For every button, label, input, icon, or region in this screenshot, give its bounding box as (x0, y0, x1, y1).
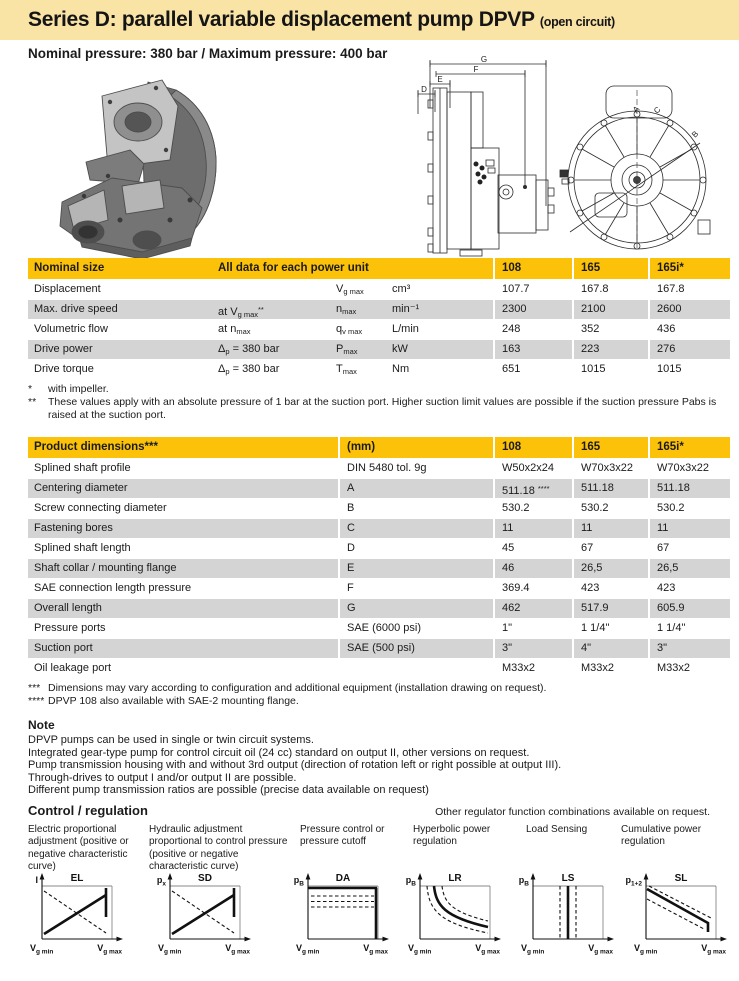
dim-label-B: B (690, 129, 701, 140)
table-cell: $\Delta_p = 380$ bar (212, 340, 330, 359)
table-cell: 107.7 (493, 280, 572, 299)
table-cell: $T_{max}$ (330, 360, 386, 379)
chart-x-max-label: $V_{g max}$ (225, 943, 250, 956)
product-dimensions-table (28, 437, 730, 678)
table-cell: $P_{max}$ (330, 340, 386, 359)
table-cell: 26,5 (648, 559, 730, 578)
table-cell: 276 (648, 340, 730, 359)
table-cell: 352 (572, 320, 648, 339)
control-item-description: Load Sensing (526, 824, 588, 835)
table-cell: W70x3x22 (572, 459, 648, 478)
footnote-marker: **** (28, 695, 45, 707)
table-cell (338, 659, 493, 678)
table-cell: 67 (648, 539, 730, 558)
dim-label-A: A (631, 104, 642, 115)
table-cell: 167.8 (648, 280, 730, 299)
table-cell: 11 (648, 519, 730, 538)
table-cell: Pressure ports (28, 619, 338, 638)
table-cell: B (338, 499, 493, 518)
table-cell: Splined shaft profile (28, 459, 338, 478)
table-cell: E (338, 559, 493, 578)
table-header-subtitle: All data for each power unit (212, 258, 493, 279)
table-cell: $n_{max}$ (330, 300, 386, 319)
footnote-marker: *** (28, 682, 41, 694)
table-cell: M33x2 (493, 659, 572, 678)
chart-x-max-label: $V_{g max}$ (363, 943, 388, 956)
table-cell: 167.8 (572, 280, 648, 299)
table-header-size: 165i* (648, 258, 730, 279)
dim-label-C: C (652, 104, 663, 116)
table-cell: 2100 (572, 300, 648, 319)
footnote (28, 383, 730, 396)
page-title-suffix: (open circuit) (539, 15, 615, 29)
table-cell: SAE (500 psi) (338, 639, 493, 658)
table-cell: 511.18 **** (493, 479, 572, 498)
table-cell: 45 (493, 539, 572, 558)
chart-y-axis-label: $p_{1+2}$ (625, 875, 642, 888)
chart-x-max-label: $V_{g max}$ (701, 943, 726, 956)
suction-bore-1-inner (78, 225, 98, 239)
table-cell: 26,5 (572, 559, 648, 578)
chart-x-min-label: $V_{g min}$ (634, 943, 658, 956)
table-cell: 248 (493, 320, 572, 339)
table-header-title: Product dimensions*** (28, 437, 338, 458)
pressure-line: Nominal pressure: 380 bar / Maximum pressure: 400 bar (28, 46, 388, 61)
note-line: Pump transmission housing with and without 3rd output (direction of rotation left or right possible at output III). (28, 759, 562, 772)
chart-code-label: LR (448, 873, 462, 884)
table-cell: 46 (493, 559, 572, 578)
table-cell: Drive torque (28, 360, 212, 379)
dim-label-G: G (480, 56, 488, 64)
table-cell: cm³ (386, 280, 493, 299)
footnote-text: DPVP 108 also available with SAE-2 mounting flange. (48, 695, 299, 707)
chart-x-min-label: $V_{g min}$ (296, 943, 320, 956)
control-item-description: Hydraulic adjustment proportional to control pressure (positive or negative characteristic curve) (149, 824, 288, 872)
table-cell: 436 (648, 320, 730, 339)
dim-label-F: F (473, 65, 479, 74)
chart-code-label: LS (561, 873, 575, 884)
table-cell: Drive power (28, 340, 212, 359)
table-cell: W70x3x22 (648, 459, 730, 478)
table-cell: 1015 (572, 360, 648, 379)
table-cell: F (338, 579, 493, 598)
table-cell: $V_{g max}$ (330, 280, 386, 299)
table-cell: 423 (648, 579, 730, 598)
table-header-size: 165 (572, 437, 648, 458)
note-line: Different pump transmission ratios are possible (precise data available on request) (28, 784, 429, 797)
note-section (28, 718, 730, 797)
table-cell: 163 (493, 340, 572, 359)
note-line: Through-drives to output I and/or output II are possible. (28, 771, 297, 784)
chart-code-label: SD (198, 873, 212, 884)
control-chart-sl (620, 870, 739, 964)
table-cell: W50x2x24 (493, 459, 572, 478)
table-cell: Overall length (28, 599, 338, 618)
footnote-marker: ** (28, 396, 37, 408)
table-cell: 511.18 (572, 479, 648, 498)
pump-side-view-drawing (412, 56, 557, 258)
table-cell: 1" (493, 619, 572, 638)
note-line: Integrated gear-type pump for control circuit oil (24 cc) standard on output II, other versions on request. (28, 746, 530, 759)
control-item-description: Cumulative power regulation (621, 824, 702, 848)
table-cell: Nm (386, 360, 493, 379)
chart-x-min-label: $V_{g min}$ (408, 943, 432, 956)
table-cell: 3" (493, 639, 572, 658)
nominal-size-table (28, 258, 730, 379)
chart-x-min-label: $V_{g min}$ (158, 943, 182, 956)
table-cell: 1 1/4" (572, 619, 648, 638)
table-header-size: 108 (493, 437, 572, 458)
table-header-subtitle: (mm) (338, 437, 493, 458)
table-cell: min⁻¹ (386, 300, 493, 319)
page-title-text: Series D: parallel variable displacement pump DPVP (28, 8, 535, 31)
table-cell: 369.4 (493, 579, 572, 598)
table-cell: 223 (572, 340, 648, 359)
table-cell: Oil leakage port (28, 659, 338, 678)
chart-x-max-label: $V_{g max}$ (588, 943, 613, 956)
table-cell: Centering diameter (28, 479, 338, 498)
control-item-description: Pressure control or pressure cutoff (300, 824, 385, 848)
note-lines (28, 734, 730, 797)
suction-bore-2 (133, 231, 161, 249)
dim-label-E: E (437, 75, 443, 84)
control-item-description: Electric proportional adjustment (positive or negative characteristic curve) (28, 824, 129, 872)
table-cell: 3" (648, 639, 730, 658)
table-cell: A (338, 479, 493, 498)
pump-isometric-drawing (50, 70, 230, 262)
chart-y-axis-label: $p_B$ (293, 875, 304, 888)
table-cell: Volumetric flow (28, 320, 212, 339)
chart-x-min-label: $V_{g min}$ (30, 943, 54, 956)
chart-code-label: EL (70, 873, 84, 884)
chart-code-label: SL (674, 873, 688, 884)
table-header-title: Nominal size (28, 258, 212, 279)
table-cell: G (338, 599, 493, 618)
footnote-text: These values apply with an absolute pressure of 1 bar at the suction port. Higher suction limit values are possible if the suction pressure Pabs is raised at the suction port. (48, 396, 717, 421)
table-cell: Shaft collar / mounting flange (28, 559, 338, 578)
table-cell: DIN 5480 tol. 9g (338, 459, 493, 478)
table-cell: 67 (572, 539, 648, 558)
table-cell: 517.9 (572, 599, 648, 618)
table-cell: Fastening bores (28, 519, 338, 538)
control-chart-da (282, 870, 402, 964)
table-cell: L/min (386, 320, 493, 339)
table-cell: Suction port (28, 639, 338, 658)
table-cell: 11 (572, 519, 648, 538)
footnote (28, 396, 730, 422)
table-cell: SAE (6000 psi) (338, 619, 493, 638)
table-cell: 651 (493, 360, 572, 379)
control-chart-lr (394, 870, 514, 964)
table-cell: at $V_{g max}^{**}$ (212, 300, 330, 319)
table-cell: $q_{v max}$ (330, 320, 386, 339)
table-cell: Max. drive speed (28, 300, 212, 319)
control-chart-el (16, 870, 136, 964)
chart-y-axis-label: $p_x$ (156, 875, 166, 888)
table-cell: Displacement (28, 280, 212, 299)
table-header-size: 165 (572, 258, 648, 279)
table1-footnotes (28, 383, 730, 422)
table-header-size: 108 (493, 258, 572, 279)
chart-y-axis-label: $p_B$ (518, 875, 529, 888)
control-note: Other regulator function combinations available on request. (435, 806, 710, 818)
table-cell: 2600 (648, 300, 730, 319)
table-cell: 1 1/4" (648, 619, 730, 638)
table-cell: Splined shaft length (28, 539, 338, 558)
table-cell: 1015 (648, 360, 730, 379)
table-cell: D (338, 539, 493, 558)
table-cell: kW (386, 340, 493, 359)
pump-head-face-2 (122, 180, 164, 214)
table2-footnotes (28, 682, 730, 708)
control-chart-sd (144, 870, 264, 964)
table-cell: 462 (493, 599, 572, 618)
table-cell: 4" (572, 639, 648, 658)
table-cell: 605.9 (648, 599, 730, 618)
table-cell: 530.2 (493, 499, 572, 518)
control-heading: Control / regulation (28, 803, 148, 818)
chart-y-axis-label: $p_B$ (405, 875, 416, 888)
table-cell: M33x2 (572, 659, 648, 678)
control-item-description: Hyperbolic power regulation (413, 824, 491, 848)
footnote (28, 695, 730, 708)
table-cell (212, 280, 330, 299)
table-cell: 530.2 (648, 499, 730, 518)
flange-bore-inner (125, 112, 151, 132)
footnote-text: Dimensions may vary according to configuration and additional equipment (installation drawing on request). (48, 682, 547, 694)
table-cell: Screw connecting diameter (28, 499, 338, 518)
chart-y-axis-label: I (35, 875, 38, 885)
table-cell: 11 (493, 519, 572, 538)
chart-code-label: DA (335, 873, 351, 884)
table-cell: $\Delta_p = 380$ bar (212, 360, 330, 379)
page-title (0, 0, 739, 34)
chart-x-max-label: $V_{g max}$ (475, 943, 500, 956)
chart-x-min-label: $V_{g min}$ (521, 943, 545, 956)
table-cell: 423 (572, 579, 648, 598)
pump-front-view-drawing (552, 82, 722, 252)
note-line: DPVP pumps can be used in single or twin circuit systems. (28, 734, 314, 746)
chart-x-max-label: $V_{g max}$ (97, 943, 122, 956)
table-cell: 2300 (493, 300, 572, 319)
footnote-marker: * (28, 383, 33, 395)
table-header-size: 165i* (648, 437, 730, 458)
control-chart-ls (507, 870, 627, 964)
footnote-text: with impeller. (48, 383, 109, 395)
table-cell: at $n_{max}$ (212, 320, 330, 339)
footnote (28, 682, 730, 695)
title-band (0, 0, 739, 40)
table-cell: C (338, 519, 493, 538)
table-cell: 511.18 (648, 479, 730, 498)
note-heading: Note (28, 718, 55, 732)
table-cell: M33x2 (648, 659, 730, 678)
table-cell: SAE connection length pressure (28, 579, 338, 598)
dim-label-D: D (421, 85, 427, 94)
table-cell: 530.2 (572, 499, 648, 518)
